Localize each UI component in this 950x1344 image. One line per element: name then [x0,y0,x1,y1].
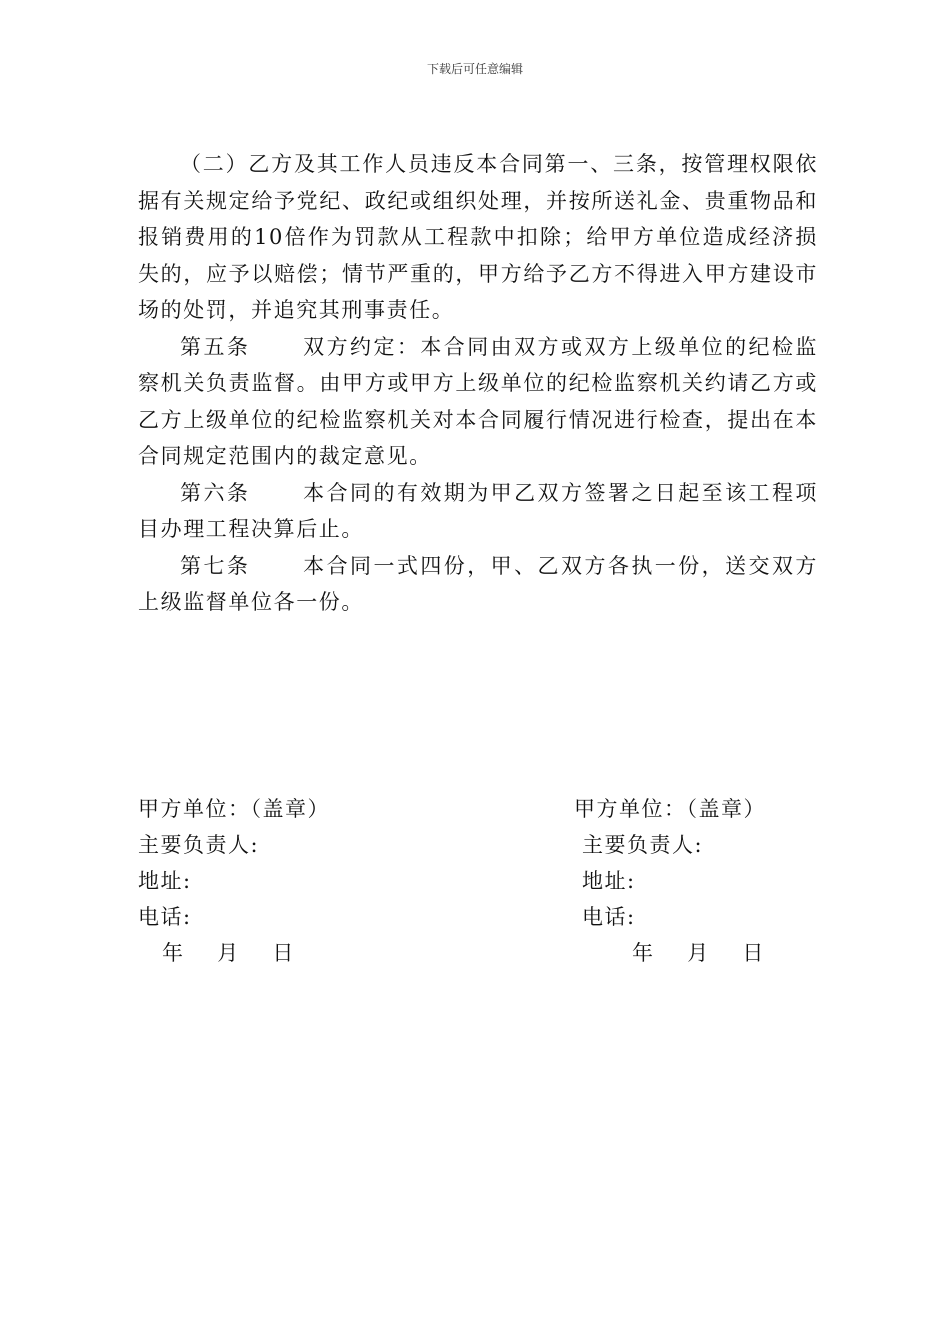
article-6-paragraph [138,475,818,548]
article-6-text: 本合同的有效期为甲乙双方签署之日起至该工程项目办理工程决算后止。 [138,480,818,541]
clause-2-paragraph: （二）乙方及其工作人员违反本合同第一、三条，按管理权限依据有关规定给予党纪、政纪或组织处理，并按所送礼金、贵重物品和报销费用的10倍作为罚款从工程款中扣除；给甲方单位造成经济损失的，应予以赔偿；情节严重的，甲方给予乙方不得进入甲方建设市场的处罚，并追究其刑事责任。 [138,152,818,322]
article-6-label: 第六条 [180,480,251,505]
signature-principal: 主要负责人: [582,833,704,857]
article-5-paragraph [138,329,818,475]
article-5-label: 第五条 [180,334,251,359]
signature-phone: 电话: [138,905,192,929]
signature-block-right [574,791,766,971]
signature-unit: 甲方单位：（盖章） [574,797,766,821]
article-7-text: 本合同一式四份，甲、乙双方各执一份，送交双方上级监督单位各一份。 [138,553,818,614]
signature-date: 年 月 日 [162,941,295,965]
article-7-label: 第七条 [180,553,251,578]
contract-body [138,146,818,621]
signature-address: 地址: [138,869,192,893]
signature-block-left [138,791,330,971]
signature-unit: 甲方单位：（盖章） [138,797,330,821]
signature-date: 年 月 日 [632,941,765,965]
article-7-paragraph [138,548,818,621]
header-note: 下载后可任意编辑 [426,62,523,76]
signature-address: 地址: [582,869,636,893]
signature-phone: 电话: [582,905,636,929]
signature-principal: 主要负责人: [138,833,260,857]
article-5-text: 双方约定：本合同由双方或双方上级单位的纪检监察机关负责监督。由甲方或甲方上级单位的纪检监察机关约请乙方或乙方上级单位的纪检监察机关对本合同履行情况进行检查，提出在本合同规定范围内的裁定意见。 [138,334,818,468]
